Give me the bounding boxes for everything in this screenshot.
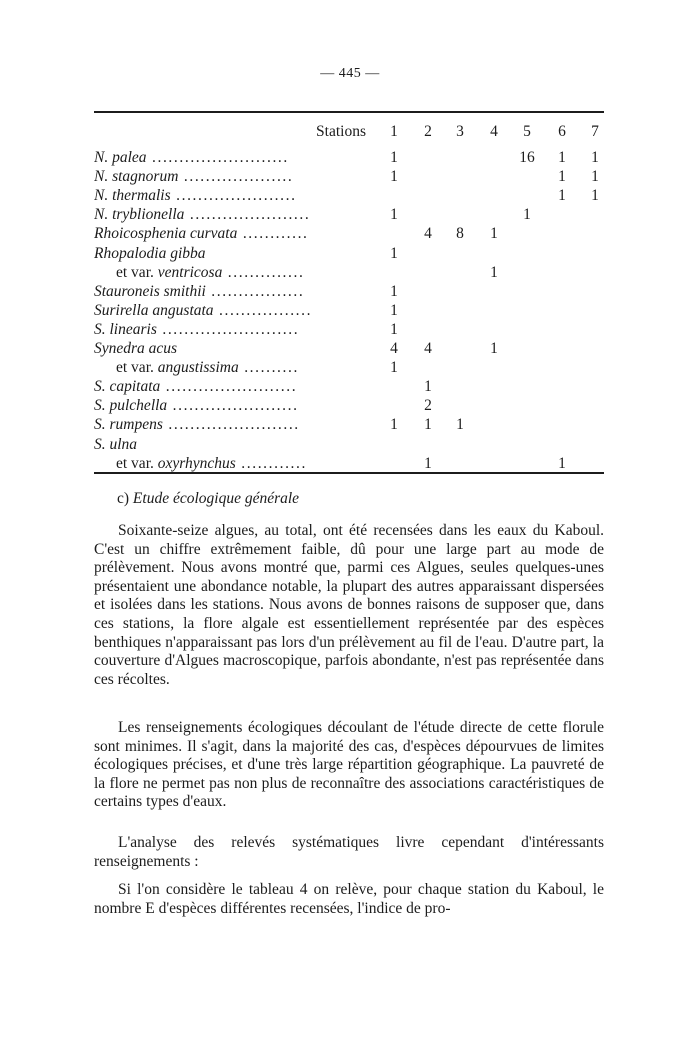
- station-number-1: 1: [390, 123, 398, 140]
- taxon-label: [94, 415, 366, 435]
- taxon-label: [94, 148, 366, 168]
- table-row: [0, 301, 700, 321]
- leader-dots: ......................: [170, 187, 297, 205]
- table-row: [0, 339, 700, 359]
- taxon-name: Rhoicosphenia curvata: [94, 225, 238, 243]
- taxon-name: S. rumpens: [94, 416, 163, 434]
- taxon-name: S. linearis: [94, 320, 157, 338]
- leader-dots: ........................: [160, 378, 298, 396]
- leader-dots: ....................: [178, 168, 294, 186]
- taxon-label: [94, 320, 366, 340]
- section-marker: c): [117, 490, 130, 507]
- leader-dots: .......................: [167, 397, 299, 415]
- count-cell-station-2: 2: [424, 397, 432, 415]
- count-cell-station-1: 1: [390, 168, 398, 186]
- taxon-name: N. tryblionella: [94, 206, 185, 224]
- count-cell-station-6: 1: [558, 149, 566, 166]
- leader-dots: ......................: [184, 206, 311, 224]
- paragraph-1: Soixante-seize algues, au total, ont été recensées dans les eaux du Kaboul. C'est un chiffre extrêmement faible, dû pour une large part au mode de prélèvement. Nous avons montré que, parmi ces Algues, seules quelques-unes présentaient une abondance notable, la plupart des autres apparaissant dispersées et isolées dans les stations. Nous avons de bonnes raisons de supposer que, dans ces stations, la flore algale est essentiellement représentée par des espèces benthiques n'apparaissant pas lors d'un prélèvement au fil de l'eau. D'autre part, la couverture d'Algues macroscopique, parfois abondante, n'est pas représentée dans ces récoltes.: [94, 522, 604, 688]
- taxon-label: [94, 377, 366, 397]
- table-row: [0, 263, 700, 283]
- count-cell-station-1: 1: [390, 149, 398, 166]
- taxon-label: [94, 167, 366, 187]
- taxon-name: angustissima: [157, 359, 239, 377]
- count-cell-station-1: 1: [390, 301, 398, 319]
- section-title: Etude écologique générale: [132, 490, 300, 507]
- leader-dots: ........................: [162, 416, 300, 434]
- table-top-rule: [94, 111, 604, 113]
- count-cell-station-1: 1: [390, 416, 398, 434]
- page-number: — 445 —: [320, 66, 380, 81]
- count-cell-station-1: 1: [390, 244, 398, 262]
- taxon-prefix: et var.: [116, 454, 158, 472]
- count-cell-station-2: 4: [424, 340, 432, 357]
- count-cell-station-1: 1: [390, 359, 398, 377]
- taxon-label: [116, 358, 366, 378]
- taxon-label: [94, 396, 366, 416]
- count-cell-station-2: 4: [424, 225, 432, 243]
- taxon-label: [94, 435, 366, 455]
- count-cell-station-1: 1: [390, 206, 398, 224]
- table-row: [0, 377, 700, 397]
- count-cell-station-2: 1: [424, 454, 432, 472]
- table-row: [0, 224, 700, 244]
- count-cell-station-3: 8: [456, 225, 464, 243]
- paragraph-3: L'analyse des relevés systématiques livre cependant d'intéressants renseignements :: [94, 834, 604, 870]
- count-cell-station-7: 1: [591, 168, 599, 186]
- taxon-label: [94, 244, 366, 264]
- taxon-name: Surirella angustata: [94, 301, 214, 319]
- table-row: [0, 415, 700, 435]
- table-row: [0, 396, 700, 416]
- taxon-name: Rhopalodia gibba: [94, 244, 206, 262]
- leader-dots: ............: [235, 454, 307, 472]
- count-cell-station-1: 4: [390, 340, 398, 357]
- taxon-label: [94, 205, 366, 225]
- taxon-label: [94, 339, 366, 359]
- leader-dots: ..............: [222, 263, 305, 281]
- count-cell-station-5: 1: [523, 206, 531, 224]
- taxon-prefix: et var.: [116, 263, 158, 281]
- count-cell-station-4: 1: [490, 225, 498, 243]
- count-cell-station-2: 1: [424, 378, 432, 396]
- taxon-label: [116, 263, 366, 283]
- station-number-4: 4: [490, 123, 498, 140]
- taxon-name: ventricosa: [157, 263, 223, 281]
- taxon-name: Stauroneis smithii: [94, 282, 206, 300]
- table-row: [0, 282, 700, 302]
- table-bottom-rule: [94, 472, 604, 474]
- station-number-6: 6: [558, 123, 566, 140]
- stations-header-label: Stations: [316, 123, 366, 140]
- table-row: [0, 435, 700, 455]
- section-heading: [117, 490, 299, 508]
- station-number-3: 3: [456, 123, 464, 140]
- leader-dots: .................: [213, 301, 313, 319]
- taxon-name: S. capitata: [94, 378, 161, 396]
- taxon-name: Synedra acus: [94, 340, 178, 357]
- taxon-label: [94, 224, 366, 244]
- count-cell-station-4: 1: [490, 340, 498, 357]
- taxon-name: S. ulna: [94, 435, 138, 453]
- count-cell-station-3: 1: [456, 416, 464, 434]
- paragraph-4: Si l'on considère le tableau 4 on relève, pour chaque station du Kaboul, le nombre E d'espèces différentes recensées, l'indice de pro-: [94, 881, 604, 917]
- taxon-label: [94, 282, 366, 302]
- count-cell-station-6: 1: [558, 187, 566, 205]
- count-cell-station-4: 1: [490, 263, 498, 281]
- taxon-name: N. stagnorum: [94, 168, 179, 186]
- taxon-name: oxyrhynchus: [157, 454, 236, 472]
- count-cell-station-1: 1: [390, 282, 398, 300]
- taxon-prefix: et var.: [116, 359, 158, 377]
- table-row: [0, 148, 700, 168]
- count-cell-station-5: 16: [519, 149, 535, 166]
- count-cell-station-7: 1: [591, 149, 599, 166]
- leader-dots: .........................: [156, 320, 300, 338]
- taxon-name: N. palea: [94, 149, 147, 166]
- table-row: [0, 454, 700, 474]
- leader-dots: .................: [205, 282, 305, 300]
- station-number-5: 5: [523, 123, 531, 140]
- table-row: [0, 244, 700, 264]
- station-number-2: 2: [424, 123, 432, 140]
- table-row: [0, 186, 700, 206]
- count-cell-station-1: 1: [390, 320, 398, 338]
- taxon-label: [116, 454, 366, 474]
- leader-dots: ..........: [238, 359, 299, 377]
- paragraph-2: Les renseignements écologiques découlant de l'étude directe de cette florule sont minimes. Il s'agit, dans la majorité des cas, d'espèces dépourvues de limites écologiques précises, et d'une très large répartition géographique. La pauvreté de la flore ne permet pas non plus de reconnaître des associations caractéristiques de certains types d'eaux.: [94, 719, 604, 811]
- count-cell-station-7: 1: [591, 187, 599, 205]
- taxon-name: S. pulchella: [94, 397, 168, 415]
- leader-dots: ............: [237, 225, 309, 243]
- count-cell-station-6: 1: [558, 168, 566, 186]
- station-number-7: 7: [591, 123, 599, 140]
- taxon-label: [94, 186, 366, 206]
- table-row: [0, 320, 700, 340]
- taxon-label: [94, 301, 366, 321]
- table-row: [0, 167, 700, 187]
- count-cell-station-2: 1: [424, 416, 432, 434]
- table-row: [0, 205, 700, 225]
- leader-dots: .........................: [146, 149, 289, 166]
- count-cell-station-6: 1: [558, 454, 566, 472]
- taxon-name: N. thermalis: [94, 187, 171, 205]
- table-row: [0, 358, 700, 378]
